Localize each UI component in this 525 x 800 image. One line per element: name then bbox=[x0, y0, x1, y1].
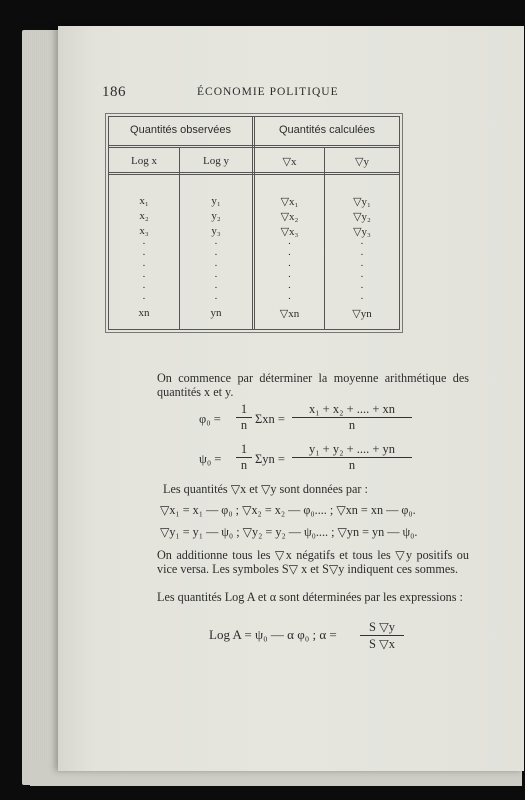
formula-phi-fraction bbox=[292, 402, 412, 433]
table-cell: yn bbox=[210, 307, 222, 319]
paragraph-deltas: Les quantités ▽x et ▽y sont données par : bbox=[163, 482, 368, 496]
subheader-rule bbox=[109, 172, 399, 175]
table-cell: y₁ bbox=[211, 195, 221, 207]
group-header-observed: Quantités observées bbox=[130, 124, 231, 136]
group-header-calculated: Quantités calculées bbox=[279, 124, 375, 136]
formula-phi-sum: Σxn = bbox=[255, 412, 285, 426]
alpha-numerator: S ▽y bbox=[360, 619, 404, 636]
paragraph-mean: On commence par déterminer la moyenne arithmétique des quantités x et y. bbox=[157, 371, 469, 399]
table-cell: xn bbox=[138, 307, 150, 319]
psi-denominator: n bbox=[348, 458, 356, 472]
page-header bbox=[102, 84, 432, 102]
psi-coef-denominator: n bbox=[240, 458, 248, 472]
table-cell: ▽yn bbox=[352, 308, 372, 320]
table-cell: ▽x₃ bbox=[280, 226, 299, 238]
alpha-denominator: S ▽x bbox=[369, 637, 395, 651]
ellipsis-column: · · · · · · bbox=[142, 238, 146, 305]
table-cell: ▽y₂ bbox=[353, 211, 371, 223]
column-header-log-y: Log y bbox=[203, 155, 229, 167]
table-cell: ▽y₁ bbox=[353, 196, 371, 208]
table-cell: x₃ bbox=[139, 225, 149, 237]
table-cell: x₁ bbox=[139, 195, 149, 207]
formula-psi-fraction bbox=[292, 442, 412, 473]
equation-delta-x: ▽x₁ = x₁ — φ₀ ; ▽x₂ = x₂ — φ₀.... ; ▽xn = xn — φ₀. bbox=[160, 503, 416, 517]
header-rule bbox=[109, 145, 399, 148]
formula-psi-lhs: ψ₀ = bbox=[199, 452, 222, 466]
formula-phi-lhs: φ₀ = bbox=[199, 412, 221, 426]
column-header-delta-x: ▽x bbox=[282, 156, 297, 168]
page-number: 186 bbox=[102, 84, 126, 100]
ellipsis-column: · · · · · · bbox=[287, 238, 292, 305]
table-cell: x₂ bbox=[139, 210, 149, 222]
psi-numerator: y₁ + y₂ + .... + yn bbox=[292, 442, 412, 458]
data-table bbox=[108, 116, 400, 330]
column-header-delta-y: ▽y bbox=[355, 156, 369, 168]
formula-phi-coefficient bbox=[236, 402, 252, 433]
formula-log-a: Log A = ψ₀ — α φ₀ ; α = bbox=[209, 627, 337, 642]
ellipsis-column: · · · · · · bbox=[360, 238, 364, 305]
running-head: ÉCONOMIE POLITIQUE bbox=[197, 86, 339, 98]
table-cell: ▽y₃ bbox=[353, 226, 371, 238]
phi-denominator: n bbox=[348, 418, 356, 432]
table-cell: y₃ bbox=[211, 225, 221, 237]
table-cell: ▽xn bbox=[279, 308, 300, 320]
formula-alpha-fraction bbox=[360, 619, 404, 652]
paragraph-expressions: Les quantités Log A et α sont déterminées par les expressions : bbox=[157, 590, 463, 604]
table-cell: ▽x₂ bbox=[280, 211, 299, 223]
phi-coef-denominator: n bbox=[240, 418, 248, 432]
psi-coef-numerator: 1 bbox=[236, 442, 252, 458]
ellipsis-column: · · · · · · bbox=[214, 238, 218, 305]
phi-coef-numerator: 1 bbox=[236, 402, 252, 418]
formula-psi-sum: Σyn = bbox=[255, 452, 285, 466]
table-cell: ▽x₁ bbox=[280, 196, 299, 208]
formula-psi-coefficient bbox=[236, 442, 252, 473]
table-cell: y₂ bbox=[211, 210, 221, 222]
phi-numerator: x₁ + x₂ + .... + xn bbox=[292, 402, 412, 418]
column-header-log-x: Log x bbox=[131, 155, 157, 167]
paragraph-sums: On additionne tous les ▽x négatifs et tous les ▽y positifs ou vice versa. Les symboles S▽ x et S▽y indiquent ces sommes. bbox=[157, 548, 469, 576]
equation-delta-y: ▽y₁ = y₁ — ψ₀ ; ▽y₂ = y₂ — ψ₀.... ; ▽yn = yn — ψ₀. bbox=[160, 525, 418, 539]
